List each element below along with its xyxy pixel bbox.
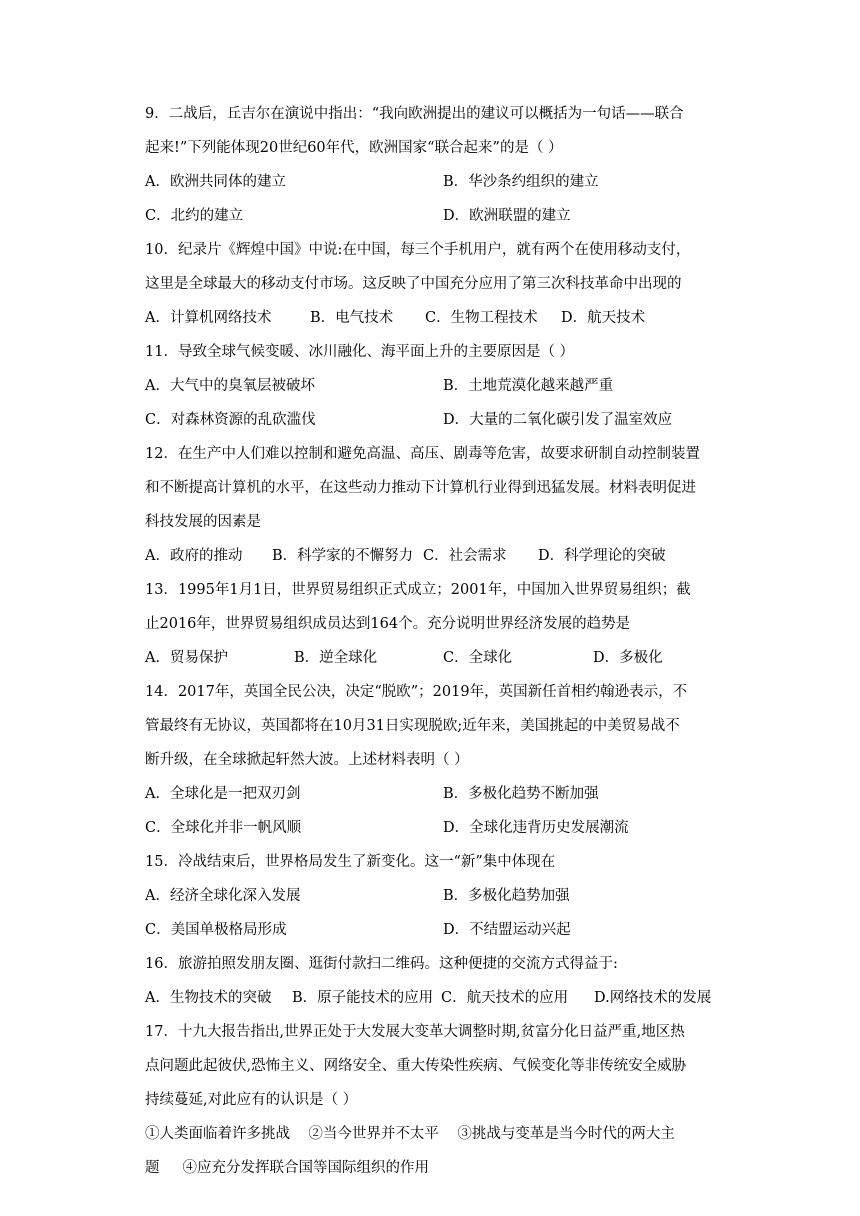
q17-stem-line-3: 持续蔓延,对此应有的认识是（ ） bbox=[145, 1092, 358, 1108]
q16-option-b: B．原子能技术的应用 bbox=[292, 990, 434, 1006]
q13-option-a: A．贸易保护 bbox=[145, 650, 228, 666]
q14-option-d: D．全球化违背历史发展潮流 bbox=[443, 820, 629, 836]
q12-stem-line-3: 科技发展的因素是 bbox=[145, 514, 261, 530]
q15-option-a: A．经济全球化深入发展 bbox=[145, 888, 301, 904]
q13-option-d: D．多极化 bbox=[593, 650, 663, 666]
q11-option-d: D．大量的二氧化碳引发了温室效应 bbox=[443, 412, 673, 428]
q10-option-c: C．生物工程技术 bbox=[425, 310, 538, 326]
q9-option-d: D．欧洲联盟的建立 bbox=[443, 208, 571, 224]
q9-option-a: A．欧洲共同体的建立 bbox=[145, 174, 286, 190]
q12-option-d: D．科学理论的突破 bbox=[538, 548, 666, 564]
q11-option-a: A．大气中的臭氧层被破坏 bbox=[145, 378, 315, 394]
q12-stem-line-2: 和不断提高计算机的水平，在这些动力推动下计算机行业得到迅猛发展。材料表明促进 bbox=[145, 480, 696, 496]
q14-stem-line-3: 断升级，在全球掀起轩然大波。上述材料表明（ ） bbox=[145, 752, 469, 768]
q15-option-d: D．不结盟运动兴起 bbox=[443, 922, 571, 938]
q14-option-a: A．全球化是一把双刃剑 bbox=[145, 786, 301, 802]
q13-stem-line-2: 止2016年，世界贸易组织成员达到164个。充分说明世界经济发展的趋势是 bbox=[145, 616, 631, 632]
q11-stem-line-1: 11．导致全球气候变暖、冰川融化、海平面上升的主要原因是（ ） bbox=[145, 344, 575, 360]
q15-stem-line-1: 15．冷战结束后，世界格局发生了新变化。这一“新”集中体现在 bbox=[145, 854, 556, 870]
q10-option-d: D．航天技术 bbox=[561, 310, 646, 326]
q11-option-c: C．对森林资源的乱砍滥伐 bbox=[145, 412, 316, 428]
q14-option-b: B．多极化趋势不断加强 bbox=[443, 786, 599, 802]
q13-stem-line-1: 13．1995年1月1日，世界贸易组织正式成立；2001年，中国加入世界贸易组织；截 bbox=[145, 582, 691, 598]
q15-option-b: B．多极化趋势加强 bbox=[443, 888, 570, 904]
q12-option-c: C．社会需求 bbox=[423, 548, 507, 564]
q11-option-b: B．土地荒漠化越来越严重 bbox=[443, 378, 614, 394]
q16-stem-line-1: 16．旅游拍照发朋友圈、逛街付款扫二维码。这种便捷的交流方式得益于: bbox=[145, 956, 618, 972]
q13-option-b: B．逆全球化 bbox=[294, 650, 378, 666]
q16-option-a: A．生物技术的突破 bbox=[145, 990, 272, 1006]
q13-option-c: C．全球化 bbox=[443, 650, 513, 666]
q17-statements-line-1: ①人类面临着许多挑战 ②当今世界并不太平 ③挑战与变革是当今时代的两大主 bbox=[145, 1126, 675, 1142]
q12-option-a: A．政府的推动 bbox=[145, 548, 243, 564]
q12-stem-line-1: 12．在生产中人们难以控制和避免高温、高压、剧毒等危害，故要求研制自动控制装置 bbox=[145, 446, 700, 462]
q10-option-a: A．计算机网络技术 bbox=[145, 310, 272, 326]
q16-option-c: C．航天技术的应用 bbox=[441, 990, 569, 1006]
q10-option-b: B．电气技术 bbox=[310, 310, 394, 326]
q16-option-d: D.网络技术的发展 bbox=[594, 990, 712, 1006]
q12-option-b: B．科学家的不懈努力 bbox=[272, 548, 414, 564]
q14-stem-line-1: 14．2017年，英国全民公决，决定“脱欧”；2019年，英国新任首相约翰逊表示，不 bbox=[145, 684, 688, 700]
q9-option-c: C．北约的建立 bbox=[145, 208, 244, 224]
q17-statements-line-2: 题 ④应充分发挥联合国等国际组织的作用 bbox=[145, 1160, 430, 1176]
q10-stem-line-2: 这里是全球最大的移动支付市场。这反映了中国充分应用了第三次科技革命中出现的 bbox=[145, 276, 682, 292]
q9-stem-line-1: 9．二战后，丘吉尔在演说中指出：“我向欧洲提出的建议可以概括为一句话——联合 bbox=[145, 106, 684, 122]
q17-stem-line-2: 点问题此起彼伏,恐怖主义、网络安全、重大传染性疾病、气候变化等非传统安全威胁 bbox=[145, 1058, 687, 1074]
q9-option-b: B．华沙条约组织的建立 bbox=[443, 174, 599, 190]
q15-option-c: C．美国单极格局形成 bbox=[145, 922, 287, 938]
q14-stem-line-2: 管最终有无协议，英国都将在10月31日实现脱欧;近年来，美国挑起的中美贸易战不 bbox=[145, 718, 680, 734]
q14-option-c: C．全球化并非一帆风顺 bbox=[145, 820, 302, 836]
q10-stem-line-1: 10．纪录片《辉煌中国》中说:在中国，每三个手机用户，就有两个在使用移动支付， bbox=[145, 242, 691, 258]
q9-stem-line-2: 起来!”下列能体现20世纪60年代，欧洲国家“联合起来”的是（ ） bbox=[145, 140, 563, 156]
q17-stem-line-1: 17．十九大报告指出,世界正处于大发展大变革大调整时期,贫富分化日益严重,地区热 bbox=[145, 1024, 685, 1040]
